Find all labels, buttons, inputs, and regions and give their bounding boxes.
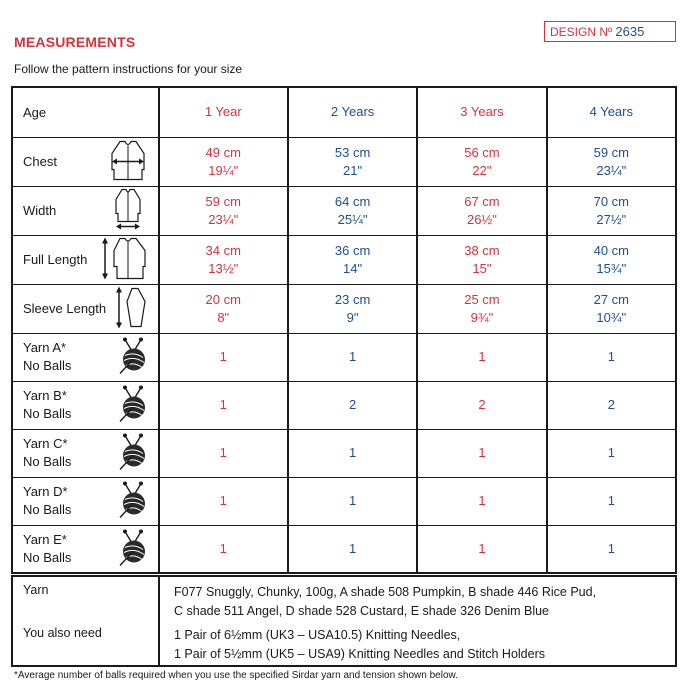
sleeve-length-icon [114, 285, 148, 332]
balls-label: No Balls [23, 549, 72, 565]
table-row [12, 381, 676, 429]
inch-value: 22" [472, 162, 492, 178]
cm-value: 67 cm [464, 193, 500, 209]
inch-value: 9" [346, 309, 359, 325]
table-row [12, 429, 676, 477]
balls-label: No Balls [23, 406, 72, 421]
row-label-cell [12, 381, 159, 429]
balls-count: 2 [547, 381, 676, 429]
inch-value: 8" [217, 309, 230, 325]
value-cell [159, 235, 288, 284]
materials-table [11, 575, 677, 667]
value-cell [159, 137, 288, 186]
table-row [12, 235, 676, 284]
balls-count: 1 [417, 477, 546, 525]
value-cell [547, 137, 676, 186]
yarn-label: Yarn D* [23, 484, 68, 499]
yarn-materials-label: Yarn [12, 576, 159, 622]
cm-value: 25 cm [464, 291, 500, 307]
balls-count: 1 [547, 477, 676, 525]
balls-label: No Balls [23, 358, 72, 373]
cm-value: 38 cm [464, 242, 500, 258]
balls-count: 1 [159, 477, 288, 525]
cm-value: 40 cm [593, 242, 629, 258]
measurements-table [11, 86, 677, 574]
value-cell [417, 186, 546, 235]
yarn-label: Yarn B* [23, 388, 67, 403]
cm-value: 20 cm [205, 291, 241, 307]
row-label-cell [12, 284, 159, 333]
cardigan-length-icon [100, 236, 148, 283]
value-cell [417, 137, 546, 186]
table-row [12, 477, 676, 525]
balls-count: 1 [159, 381, 288, 429]
balls-count: 1 [288, 333, 417, 381]
row-label-cell [12, 137, 159, 186]
balls-count: 1 [547, 333, 676, 381]
subtitle: Follow the pattern instructions for your size [14, 62, 243, 76]
yarn-line: C shade 511 Angel, D shade 528 Custard, E shade 326 Denim Blue [174, 604, 550, 618]
row-label: Full Length [23, 251, 88, 267]
row-label: Sleeve Length [23, 300, 107, 316]
needle-line: 1 Pair of 6½mm (UK3 – USA10.5) Knitting Needles, [174, 628, 461, 642]
yarn-label: Yarn E* [23, 531, 67, 547]
cm-value: 34 cm [205, 242, 241, 258]
value-cell [547, 284, 676, 333]
inch-value: 26½" [466, 211, 497, 227]
size-header: 3 Years [417, 87, 546, 137]
value-cell [159, 284, 288, 333]
table-row [12, 284, 676, 333]
cm-value: 56 cm [464, 144, 500, 160]
balls-count: 1 [547, 429, 676, 477]
balls-count: 1 [417, 333, 546, 381]
table-header-row [12, 87, 676, 137]
balls-label: No Balls [23, 454, 72, 469]
balls-label: No Balls [23, 502, 72, 517]
value-cell [288, 284, 417, 333]
yarn-materials-value [159, 576, 676, 622]
balls-count: 1 [159, 429, 288, 477]
balls-count: 2 [288, 381, 417, 429]
value-cell [547, 186, 676, 235]
cm-value: 23 cm [334, 291, 371, 307]
value-cell [288, 235, 417, 284]
row-label-cell [12, 333, 159, 381]
value-cell [417, 284, 546, 333]
table-row [12, 186, 676, 235]
row-label-cell [12, 477, 159, 525]
row-label-cell [12, 186, 159, 235]
needle-line: 1 Pair of 5½mm (UK5 – USA9) Knitting Needles and Stitch Holders [174, 647, 546, 661]
size-header: 2 Years [288, 87, 417, 137]
also-need-label: You also need [12, 622, 159, 666]
inch-value: 15" [472, 260, 492, 276]
yarn-ball-icon [116, 480, 148, 523]
yarn-ball-icon [116, 432, 148, 475]
row-label-cell [12, 235, 159, 284]
inch-value: 27½" [596, 211, 627, 227]
also-need-value [159, 622, 676, 666]
value-cell [288, 137, 417, 186]
yarn-line: F077 Snuggly, Chunky, 100g, A shade 508 Pumpkin, B shade 446 Rice Pud, [174, 585, 597, 599]
value-cell [547, 235, 676, 284]
yarn-label: Yarn C* [23, 436, 68, 451]
value-cell [288, 186, 417, 235]
row-label-cell [12, 525, 159, 573]
row-label: Width [23, 202, 57, 218]
inch-value: 21" [343, 162, 363, 178]
page-title: MEASUREMENTS [14, 34, 136, 50]
inch-value: 15¾" [596, 260, 627, 276]
row-label-cell [12, 429, 159, 477]
yarn-ball-icon [116, 384, 148, 427]
cm-value: 70 cm [593, 193, 629, 209]
table-row [12, 333, 676, 381]
yarn-ball-icon [116, 336, 148, 379]
size-header: 4 Years [547, 87, 676, 137]
cm-value: 36 cm [334, 242, 371, 258]
design-number-badge [544, 21, 676, 42]
balls-count: 1 [417, 429, 546, 477]
footnote: *Average number of balls required when you use the specified Sirdar yarn and tension shown below. [14, 670, 458, 681]
inch-value: 9¾" [470, 309, 494, 325]
cm-value: 49 cm [205, 144, 241, 160]
row-label: Chest [23, 153, 57, 169]
cm-value: 53 cm [334, 144, 371, 160]
balls-count: 1 [288, 429, 417, 477]
balls-count: 1 [288, 477, 417, 525]
inch-value: 25¼" [337, 211, 368, 227]
balls-count: 1 [547, 525, 676, 573]
cm-value: 59 cm [593, 144, 629, 160]
balls-count: 1 [159, 333, 288, 381]
age-label: Age [12, 87, 159, 137]
inch-value: 19¼" [208, 162, 239, 178]
design-number: 2635 [615, 24, 645, 39]
yarn-ball-icon [116, 527, 148, 570]
inch-value: 23¼" [596, 162, 627, 178]
yarn-materials-row [12, 576, 676, 622]
inch-value: 10¾" [596, 309, 627, 325]
size-header: 1 Year [159, 87, 288, 137]
cardigan-chest-icon [108, 139, 148, 184]
value-cell [159, 186, 288, 235]
also-need-row [12, 622, 676, 666]
value-cell [417, 235, 546, 284]
cm-value: 59 cm [205, 193, 241, 209]
balls-count: 1 [288, 525, 417, 573]
yarn-label: Yarn A* [23, 340, 67, 355]
inch-value: 13½" [208, 260, 239, 276]
inch-value: 23¼" [208, 211, 239, 227]
table-row [12, 137, 676, 186]
balls-count: 2 [417, 381, 546, 429]
balls-count: 1 [417, 525, 546, 573]
cardigan-width-icon [108, 187, 148, 234]
balls-count: 1 [159, 525, 288, 573]
design-label: DESIGN Nº [550, 25, 613, 39]
cm-value: 64 cm [334, 193, 371, 209]
inch-value: 14" [343, 260, 363, 276]
cm-value: 27 cm [593, 291, 629, 307]
table-row [12, 525, 676, 573]
